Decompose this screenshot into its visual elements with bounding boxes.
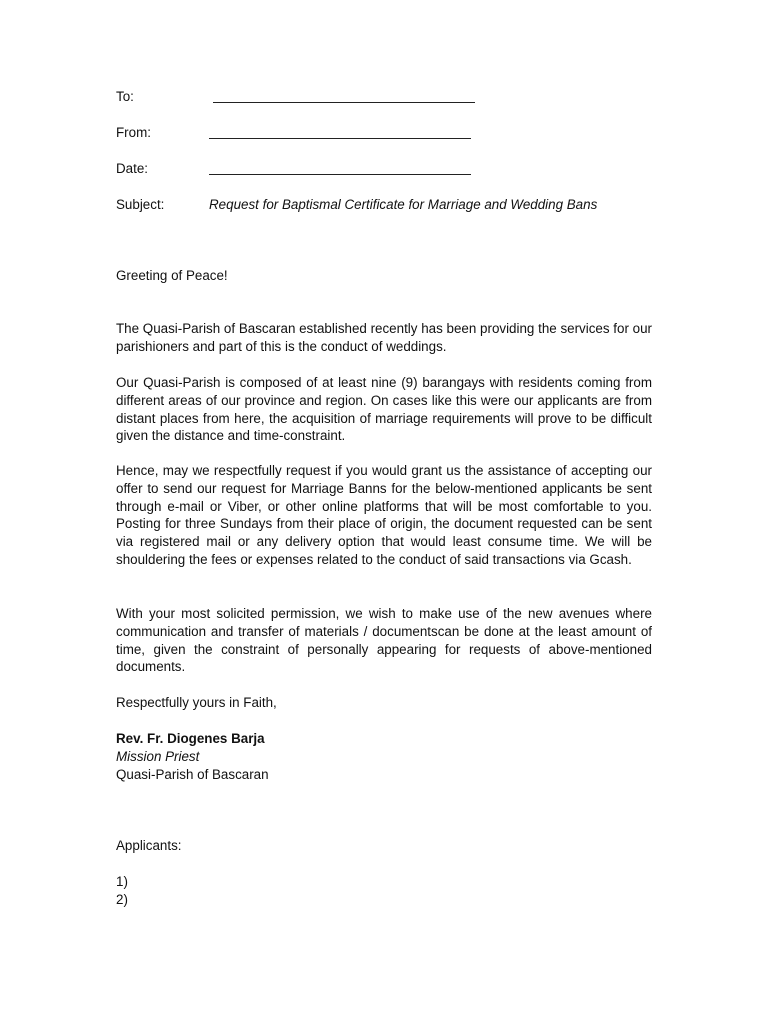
subject-label: Subject: [116, 197, 165, 212]
to-blank-field[interactable] [213, 88, 475, 103]
signature-name: Rev. Fr. Diogenes Barja [116, 731, 265, 746]
greeting: Greeting of Peace! [116, 268, 228, 283]
subject-row [116, 196, 652, 214]
signature-organization: Quasi-Parish of Bascaran [116, 767, 269, 782]
closing: Respectfully yours in Faith, [116, 695, 277, 710]
from-label: From: [116, 125, 151, 140]
date-label: Date: [116, 161, 149, 176]
to-row [116, 88, 652, 106]
paragraph-4: With your most solicited permission, we wish to make use of the new avenues where communication and transfer of materials / documentscan be done at the least amount of time, given the constraint of personally appearing for requests of above-mentioned documents. [116, 606, 652, 675]
to-label: To: [116, 89, 134, 104]
from-row [116, 124, 652, 142]
signature-title: Mission Priest [116, 749, 200, 764]
date-row [116, 160, 652, 178]
paragraph-2: Our Quasi-Parish is composed of at least nine (9) barangays with residents coming from different areas of our province and region. On cases like this were our applicants are from distant places from here, the acquisition of marriage requirements will prove to be difficult given the distance and time-constraint. [116, 375, 652, 444]
from-blank-field[interactable] [209, 124, 471, 139]
paragraph-3: Hence, may we respectfully request if you would grant us the assistance of accepting our offer to send our request for Marriage Banns for the below-mentioned applicants be sent through e-mail or Viber, or other online platforms that will be most comfortable to you. Posting for three Sundays from their place of origin, the document requested can be sent via registered mail or any delivery option that would least consume time. We will be shouldering the fees or expenses related to the conduct of said transactions via Gcash. [116, 463, 652, 567]
subject-value: Request for Baptismal Certificate for Marriage and Wedding Bans [209, 197, 598, 212]
applicant-item-1: 1) [116, 874, 128, 889]
date-blank-field[interactable] [209, 160, 471, 175]
applicant-item-2: 2) [116, 892, 128, 907]
applicants-label: Applicants: [116, 838, 182, 853]
paragraph-1: The Quasi-Parish of Bascaran established recently has been providing the services for our parishioners and part of this is the conduct of weddings. [116, 321, 652, 354]
